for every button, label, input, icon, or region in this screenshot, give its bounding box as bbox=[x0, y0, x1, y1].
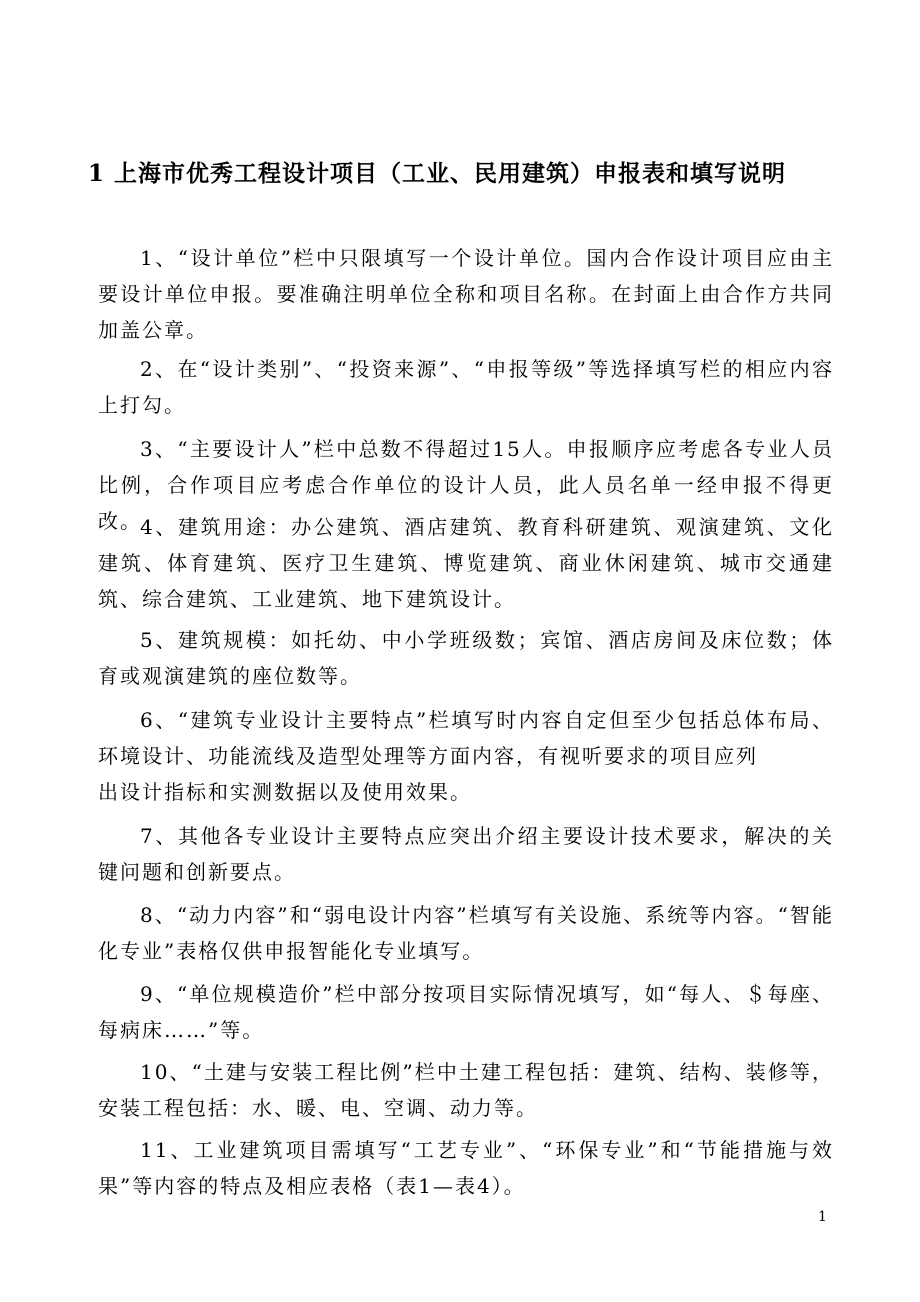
instruction-item-4: 4、建筑用途：办公建筑、酒店建筑、教育科研建筑、观演建筑、文化建筑、体育建筑、医疗卫生建筑、博览建筑、商业休闲建筑、城市交通建筑、综合建筑、工业建筑、地下建筑设计。 bbox=[98, 515, 834, 611]
instruction-item-5: 5、建筑规模：如托幼、中小学班级数；宾馆、酒店房间及床位数；体育或观演建筑的座位数等。 bbox=[98, 628, 834, 688]
instruction-item-11: 11、工业建筑项目需填写“工艺专业”、“环保专业”和“节能措施与效果”等内容的特点及相应表格（表1—表4）。 bbox=[98, 1138, 834, 1198]
instruction-item-3: 3、“主要设计人”栏中总数不得超过15人。申报顺序应考虑各专业人员比例，合作项目应考虑合作单位的设计人员，此人员名单一经申报不得更改。 bbox=[98, 437, 834, 533]
instruction-item-8: 8、“动力内容”和“弱电设计内容”栏填写有关设施、系统等内容。“智能化专业”表格仅供申报智能化专业填写。 bbox=[98, 903, 834, 963]
instruction-item-7: 7、其他各专业设计主要特点应突出介绍主要设计技术要求，解决的关键问题和创新要点。 bbox=[98, 824, 834, 884]
instruction-item-6-continuation: 出设计指标和实测数据以及使用效果。 bbox=[98, 780, 472, 804]
instruction-item-10: 10、“土建与安装工程比例”栏中土建工程包括：建筑、结构、装修等，安装工程包括：水、暖、电、空调、动力等。 bbox=[98, 1060, 834, 1120]
page-number: 1 bbox=[818, 1209, 827, 1225]
instruction-item-6 bbox=[98, 702, 834, 810]
document-title: 1 上海市优秀工程设计项目（工业、民用建筑）申报表和填写说明 bbox=[88, 160, 787, 187]
instruction-item-6-text: 6、“建筑专业设计主要特点”栏填写时内容自定但至少包括总体布局、环境设计、功能流线及造型处理等方面内容，有视听要求的项目应列 bbox=[98, 708, 834, 768]
instruction-item-1: 1、“设计单位”栏中只限填写一个设计单位。国内合作设计项目应由主要设计单位申报。要准确注明单位全称和项目名称。在封面上由合作方共同加盖公章。 bbox=[98, 246, 834, 342]
instruction-item-9: 9、“单位规模造价”栏中部分按项目实际情况填写，如“每人、＄每座、每病床……”等。 bbox=[98, 982, 834, 1042]
instruction-item-2: 2、在“设计类别”、“投资来源”、“申报等级”等选择填写栏的相应内容上打勾。 bbox=[98, 357, 834, 417]
